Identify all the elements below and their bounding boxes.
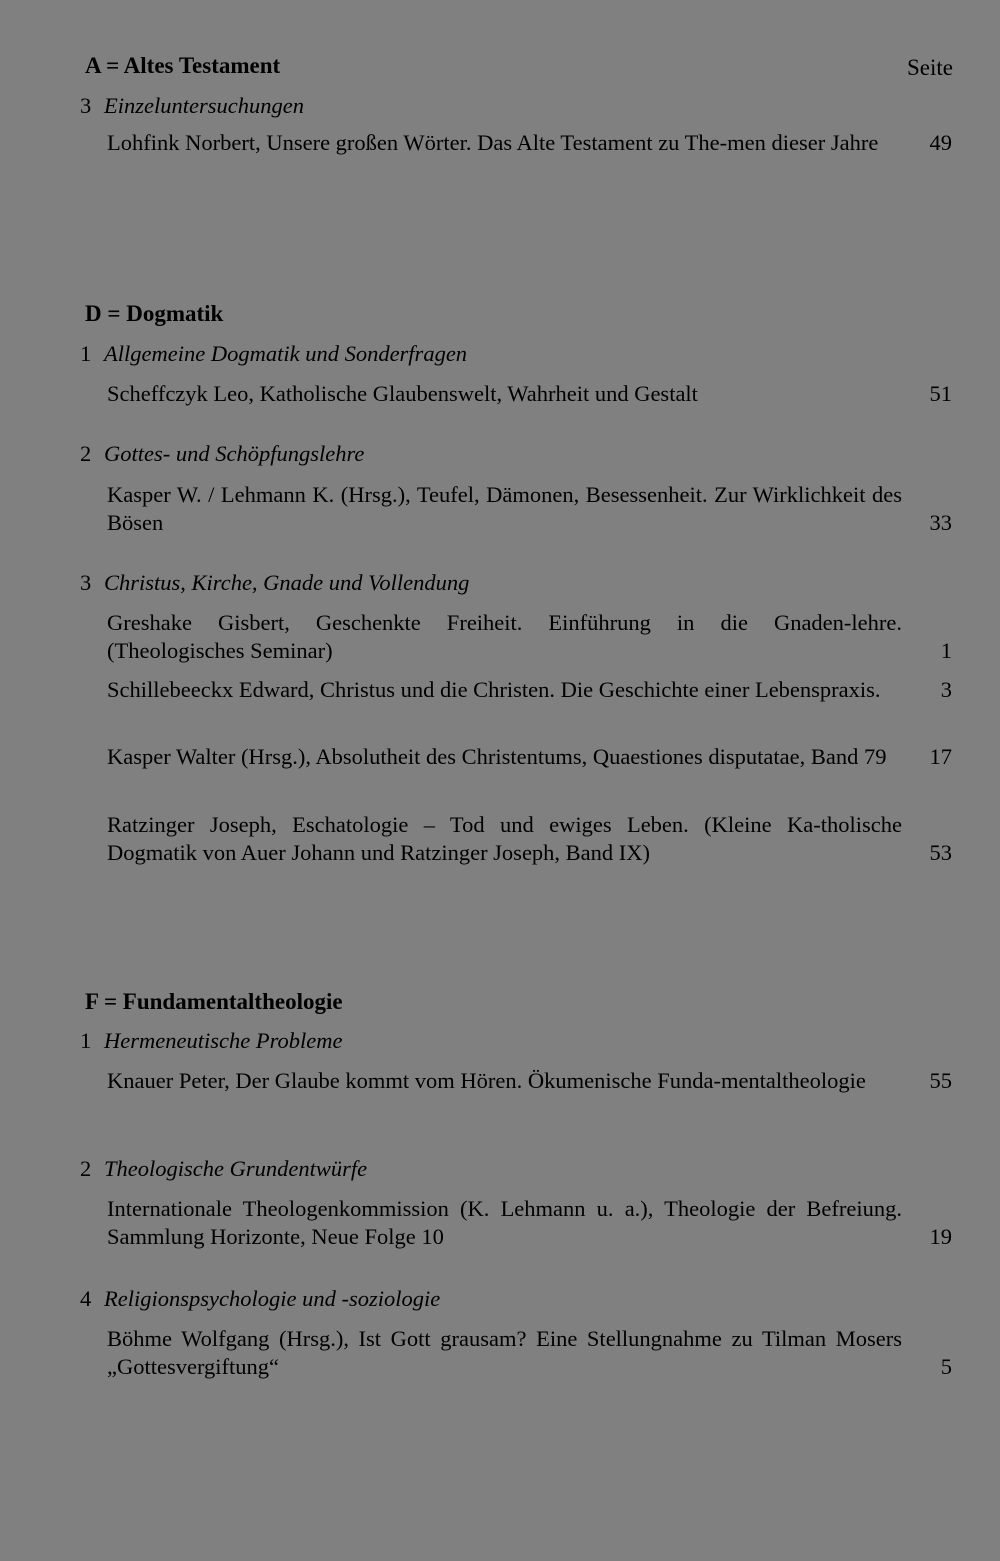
subsection-number: 4 <box>80 1286 92 1311</box>
subsection-title: Gottes- und Schöpfungslehre <box>104 441 365 466</box>
bibliography-entry <box>107 380 957 408</box>
entry-text: Scheffczyk Leo, Katholische Glaubenswelt, Wahrheit und Gestalt <box>107 381 698 406</box>
entry-text: Lohfink Norbert, Unsere großen Wörter. Das Alte Testament zu The-men dieser Jahre <box>107 130 879 155</box>
bibliography-entry <box>107 811 957 867</box>
section-title-dogmatik: D = Dogmatik <box>85 301 224 326</box>
entry-text: Greshake Gisbert, Geschenkte Freiheit. Einführung in die Gnaden-lehre. (Theologisches Seminar) <box>107 610 902 663</box>
bibliography-entry <box>107 1067 957 1095</box>
entry-text: Internationale Theologenkommission (K. Lehmann u. a.), Theologie der Befreiung. Sammlung Horizonte, Neue Folge 10 <box>107 1196 902 1249</box>
subsection-heading <box>80 440 364 468</box>
bibliography-entry <box>107 129 957 157</box>
entry-page-number: 5 <box>940 1354 952 1379</box>
bibliography-entry <box>107 676 957 704</box>
section-title-fundamentaltheologie: F = Fundamentaltheologie <box>85 989 343 1014</box>
bibliography-entry <box>107 743 957 771</box>
bibliography-entry <box>107 1325 957 1381</box>
entry-page-number: 55 <box>929 1068 952 1093</box>
entry-page-number: 17 <box>929 744 952 769</box>
entry-page-number: 53 <box>929 840 952 865</box>
entry-text: Böhme Wolfgang (Hrsg.), Ist Gott grausam? Eine Stellungnahme zu Tilman Mosers „Gottesvergiftung“ <box>107 1326 902 1379</box>
entry-text: Ratzinger Joseph, Eschatologie – Tod und ewiges Leben. (Kleine Ka-tholische Dogmatik von Auer Johann und Ratzinger Joseph, Band IX) <box>107 812 902 865</box>
entry-page-number: 51 <box>929 381 952 406</box>
bibliography-entry <box>107 481 957 537</box>
subsection-title: Allgemeine Dogmatik und Sonderfragen <box>104 341 468 366</box>
subsection-number: 1 <box>80 341 92 366</box>
subsection-number: 2 <box>80 1156 92 1181</box>
subsection-number: 3 <box>80 570 92 595</box>
bibliography-entry <box>107 609 957 665</box>
subsection-heading <box>80 1027 342 1055</box>
entry-text: Kasper Walter (Hrsg.), Absolutheit des Christentums, Quaestiones disputatae, Band 79 <box>107 744 887 769</box>
entry-page-number: 1 <box>940 638 952 663</box>
entry-text: Kasper W. / Lehmann K. (Hrsg.), Teufel, Dämonen, Besessenheit. Zur Wirklichkeit des Bösen <box>107 482 902 535</box>
entry-page-number: 33 <box>929 510 952 535</box>
section-title-altes-testament: A = Altes Testament <box>85 53 281 78</box>
subsection-title: Religionspsychologie und -soziologie <box>104 1286 441 1311</box>
subsection-number: 3 <box>80 93 92 118</box>
subsection-heading <box>80 340 467 368</box>
entry-page-number: 3 <box>940 677 952 702</box>
subsection-heading <box>80 1155 367 1183</box>
subsection-number: 2 <box>80 441 92 466</box>
subsection-title: Einzeluntersuchungen <box>104 93 304 118</box>
entry-text: Schillebeeckx Edward, Christus und die Christen. Die Geschichte einer Lebenspraxis. <box>107 677 881 702</box>
subsection-heading <box>80 569 469 597</box>
subsection-heading <box>80 1285 440 1313</box>
bibliography-entry <box>107 1195 957 1251</box>
subsection-title: Hermeneutische Probleme <box>104 1028 343 1053</box>
subsection-title: Theologische Grundentwürfe <box>104 1156 368 1181</box>
entry-page-number: 19 <box>929 1224 952 1249</box>
subsection-title: Christus, Kirche, Gnade und Vollendung <box>104 570 470 595</box>
subsection-number: 1 <box>80 1028 92 1053</box>
subsection-heading <box>80 92 304 120</box>
entry-page-number: 49 <box>929 130 952 155</box>
seite-column-label: Seite <box>907 55 953 80</box>
entry-text: Knauer Peter, Der Glaube kommt vom Hören. Ökumenische Funda-mentaltheologie <box>107 1068 866 1093</box>
